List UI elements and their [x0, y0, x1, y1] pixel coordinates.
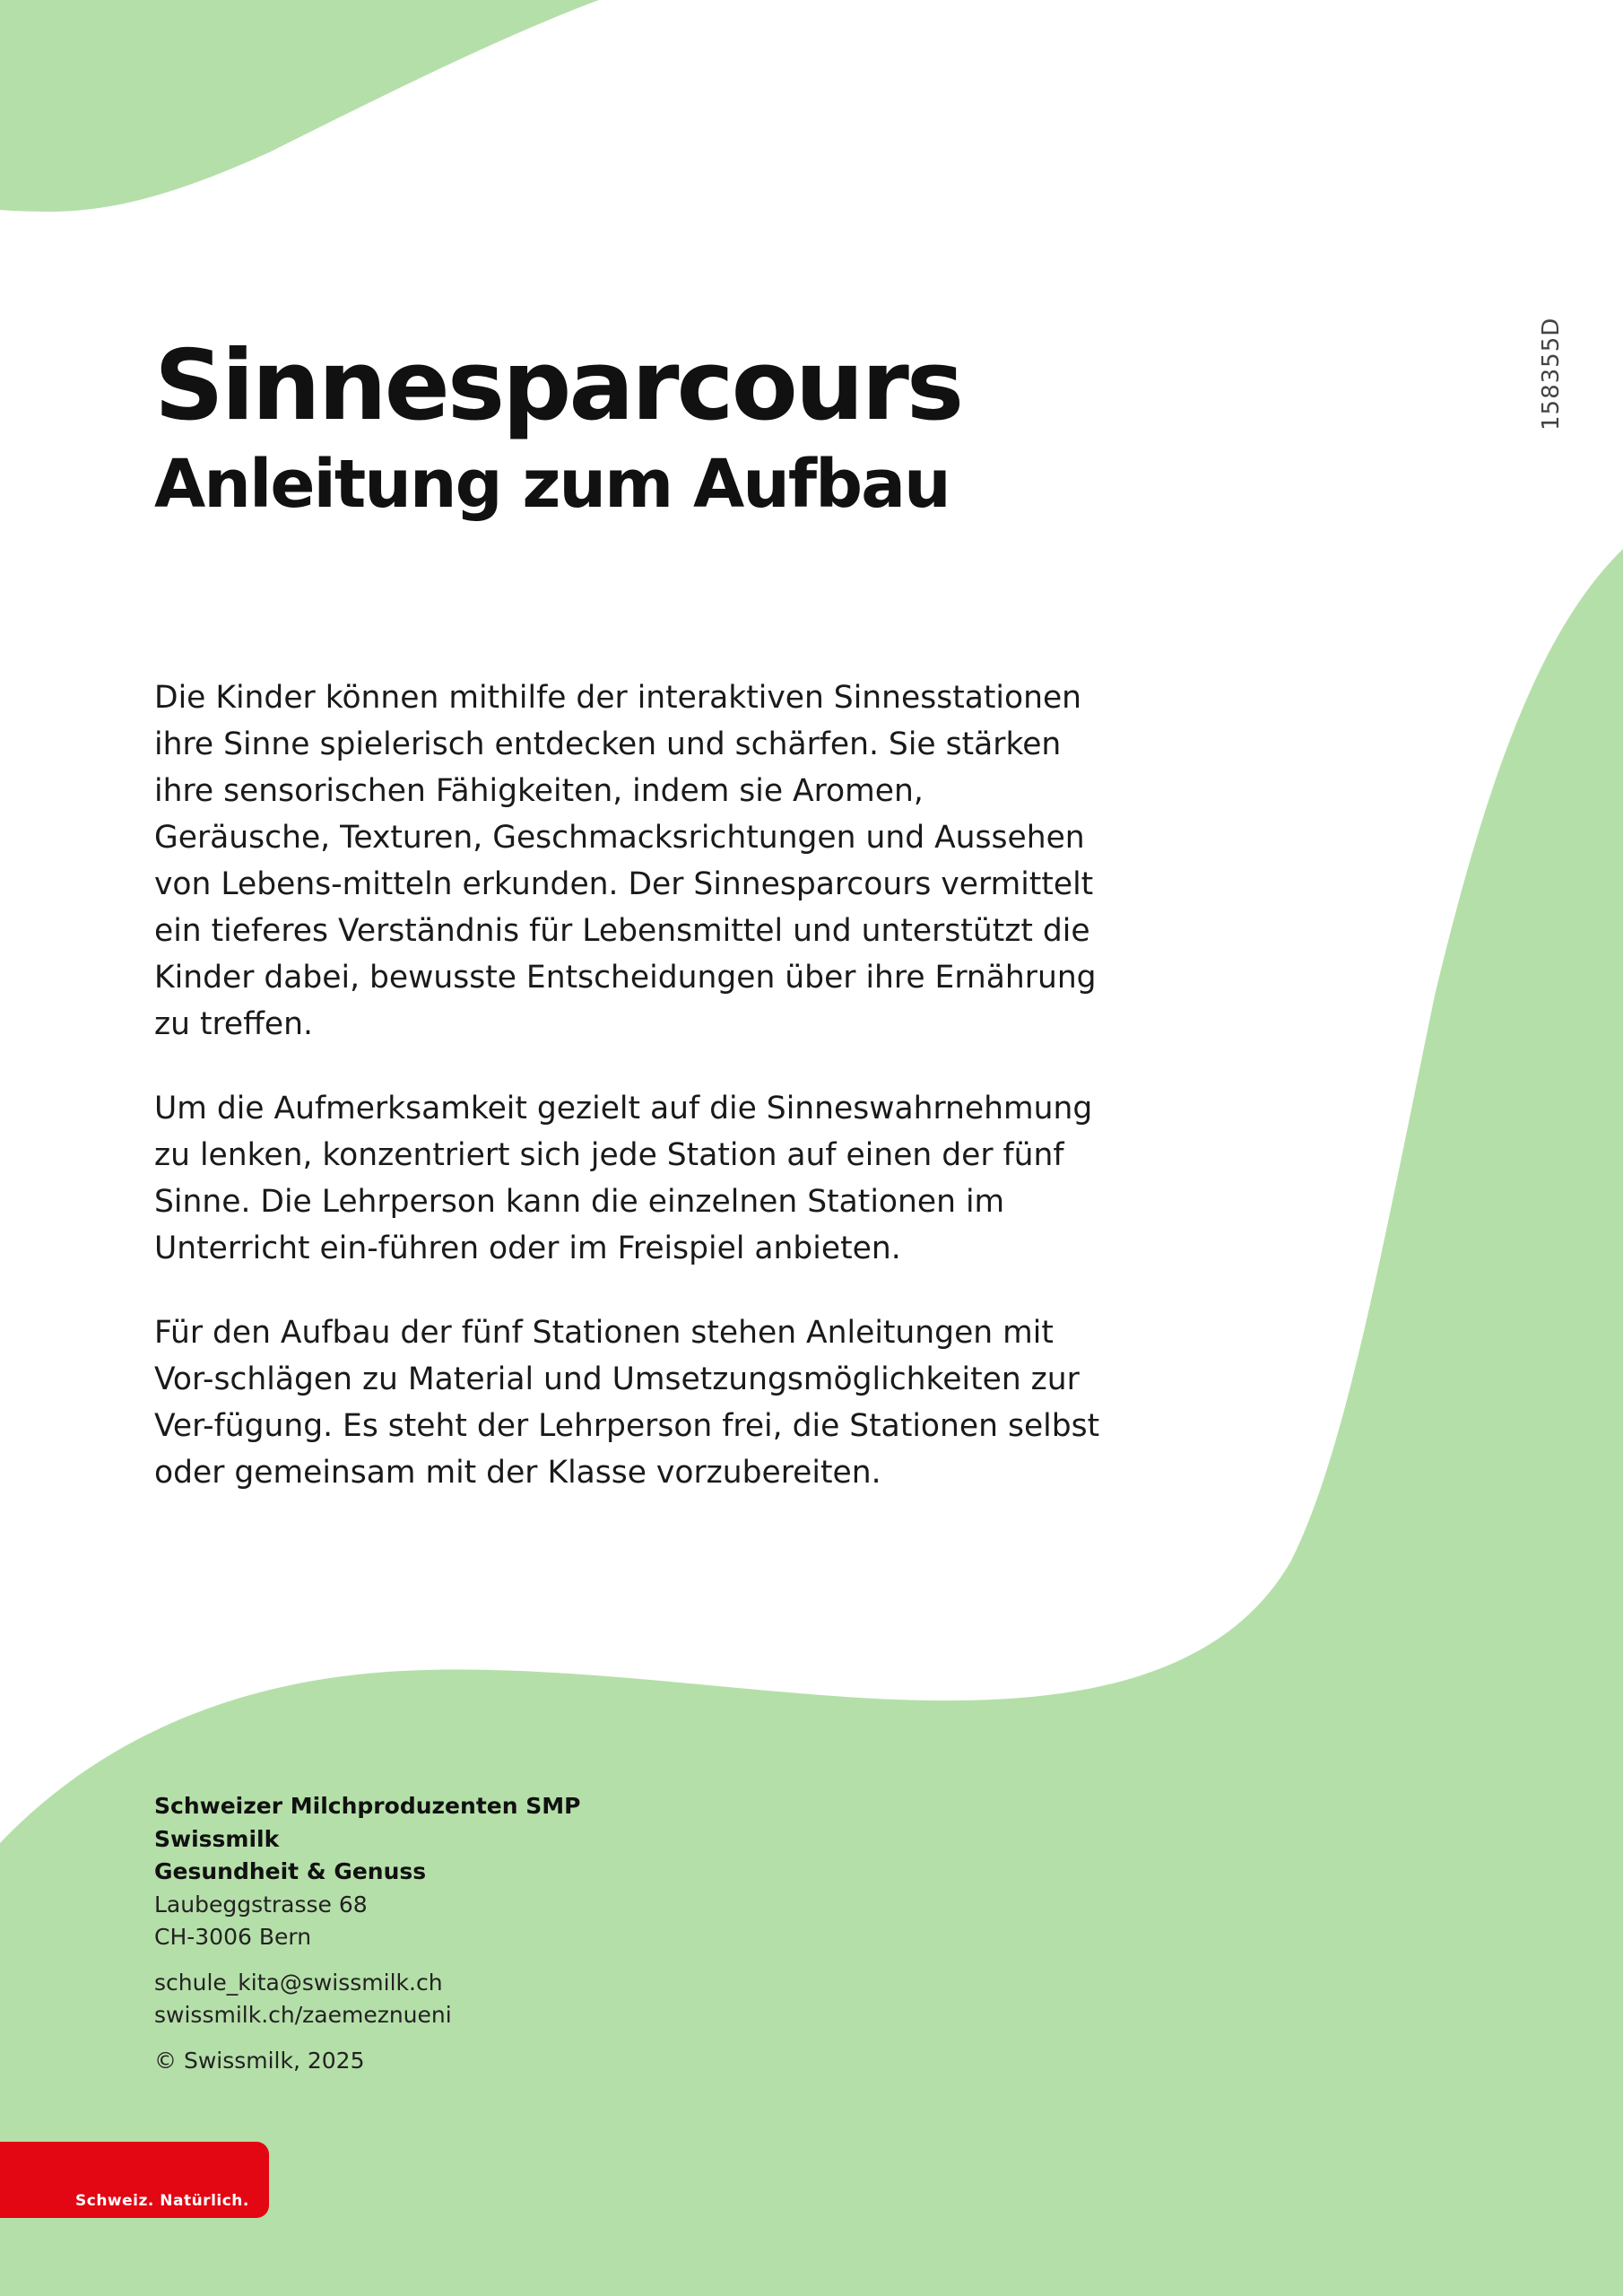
footer-contact [154, 1790, 580, 2077]
copyright: © Swissmilk, 2025 [154, 2047, 365, 2074]
document-code: 158355D [1538, 317, 1565, 430]
address-city: CH-3006 Bern [154, 1924, 312, 1950]
page-subtitle: Anleitung zum Aufbau [154, 446, 950, 523]
paragraph-2: Um die Aufmerksamkeit gezielt auf die Sinneswahrnehmung zu lenken, konzentriert sich jede Station auf einen der fünf Sinne. Die Lehrperson kann die einzelnen Stationen im Unterricht ein-führen oder im Freispiel anbieten. [154, 1091, 1093, 1266]
tagline-text: Schweiz. Natürlich. [75, 2192, 249, 2210]
org-department: Gesundheit & Genuss [154, 1858, 427, 1884]
swiss-tagline-badge [0, 2142, 269, 2218]
email-link[interactable]: schule_kita@swissmilk.ch [154, 1969, 443, 1996]
page-title: Sinnesparcours [154, 330, 962, 442]
org-brand: Swissmilk [154, 1825, 280, 1852]
org-name: Schweizer Milchproduzenten SMP [154, 1793, 581, 1819]
website-link[interactable]: swissmilk.ch/zaemeznueni [154, 2002, 452, 2028]
paragraph-1: Die Kinder können mithilfe der interaktiven Sinnesstationen ihre Sinne spielerisch entdecken und schärfen. Sie stärken ihre sensorischen Fähigkeiten, indem sie Aromen, Geräusche, Texturen, Geschmacksrichtungen und Aussehen von Lebens-mitteln erkunden. Der Sinnesparcours vermittelt ein tieferes Verständnis für Lebensmittel und unterstützt die Kinder dabei, bewusste Entscheidungen über ihre Ernährung zu treffen. [154, 680, 1097, 1042]
paragraph-3: Für den Aufbau der fünf Stationen stehen Anleitungen mit Vor-schlägen zu Material und Umsetzungsmöglichkeiten zur Ver-fügung. Es steht der Lehrperson frei, die Stationen selbst oder gemeinsam mit der Klasse vorzubereiten. [154, 1315, 1100, 1491]
title-block [154, 330, 962, 526]
intro-text [154, 674, 1105, 1534]
address-street: Laubeggstrasse 68 [154, 1891, 368, 1918]
top-left-green-wave [0, 0, 599, 212]
